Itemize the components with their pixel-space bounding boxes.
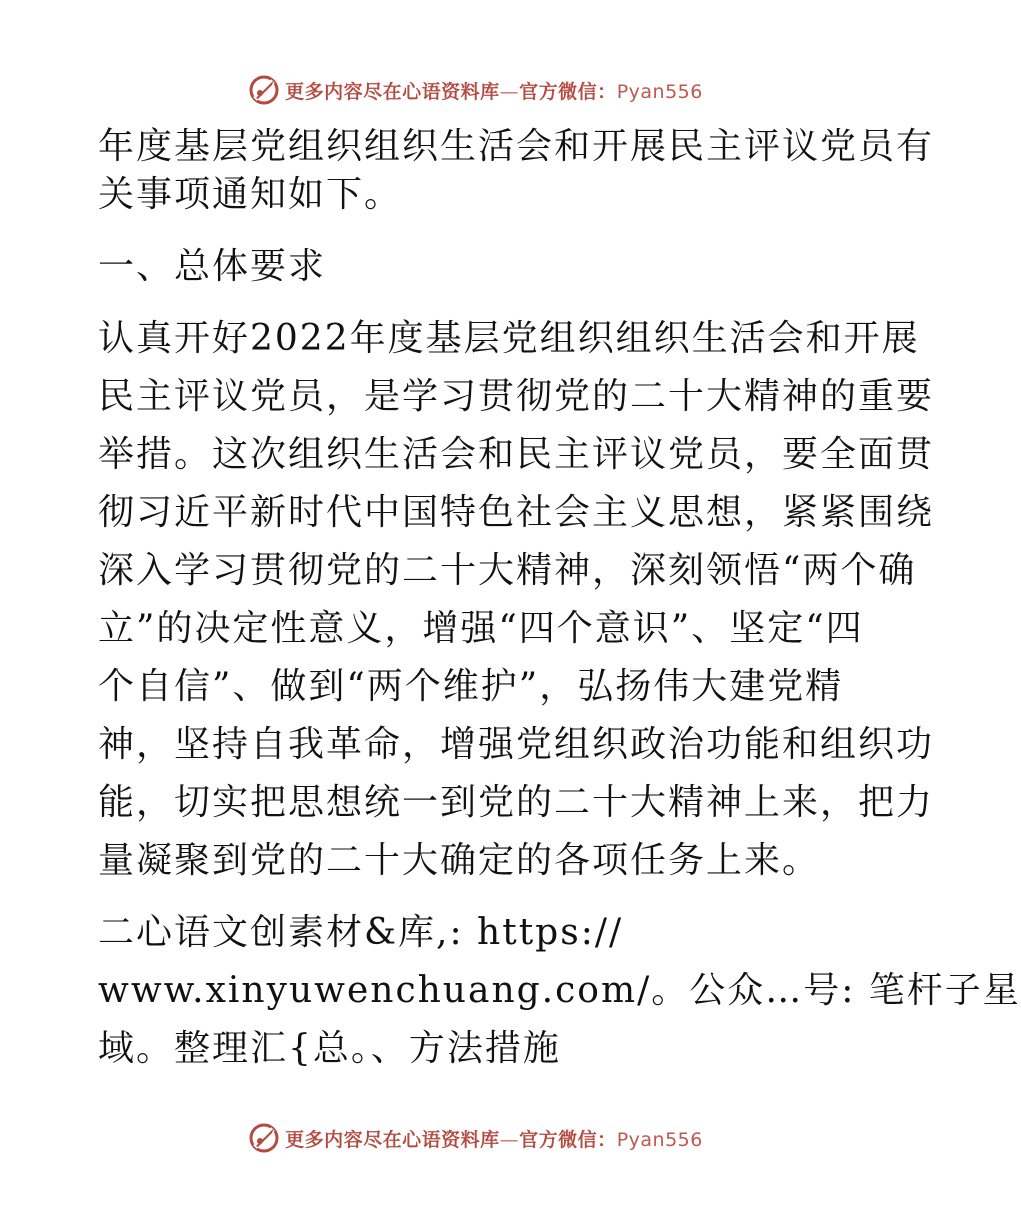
body-line: 举措。这次组织生活会和民主评议党员，要全面贯	[98, 434, 935, 475]
document-body	[98, 125, 1021, 1071]
pen-logo-icon	[247, 73, 281, 107]
body-line: 民主评议党员，是学习贯彻党的二十大精神的重要	[98, 376, 935, 417]
body-line: 认真开好2022年度基层党组织组织生活会和开展	[98, 318, 920, 359]
body-line: 深入学习贯彻党的二十大精神，深刻领悟“两个确	[98, 550, 917, 591]
body-line: 量凝聚到党的二十大确定的各项任务上来。	[98, 840, 821, 881]
watermark-text: 更多内容尽在心语资料库—官方微信：Pyan556	[285, 1128, 703, 1151]
section-heading: 一、总体要求	[98, 246, 327, 287]
header-watermark	[0, 70, 950, 110]
body-line: 立”的决定性意义，增强“四个意识”、坚定“四	[98, 608, 864, 649]
body-line: 二心语文创素材&库,: https://	[98, 912, 624, 953]
body-line: 能，切实把思想统一到党的二十大精神上来，把力	[98, 782, 935, 823]
body-line: 彻习近平新时代中国特色社会主义思想，紧紧围绕	[98, 492, 935, 533]
body-line: 关事项通知如下。	[98, 174, 403, 215]
pen-logo-icon	[247, 1121, 281, 1155]
body-line: 神，坚持自我革命，增强党组织政治功能和组织功	[98, 724, 935, 765]
body-line: 年度基层党组织组织生活会和开展民主评议党员有	[98, 126, 935, 167]
body-line: 域。整理汇{总。、方法措施	[98, 1028, 561, 1069]
body-line: www.xinyuwenchuang.com/。公众…号: 笔杆子星	[98, 970, 1021, 1011]
footer-watermark	[0, 1118, 950, 1158]
watermark-text: 更多内容尽在心语资料库—官方微信：Pyan556	[285, 80, 703, 103]
body-line: 个自信”、做到“两个维护”，弘扬伟大建党精	[98, 666, 844, 707]
